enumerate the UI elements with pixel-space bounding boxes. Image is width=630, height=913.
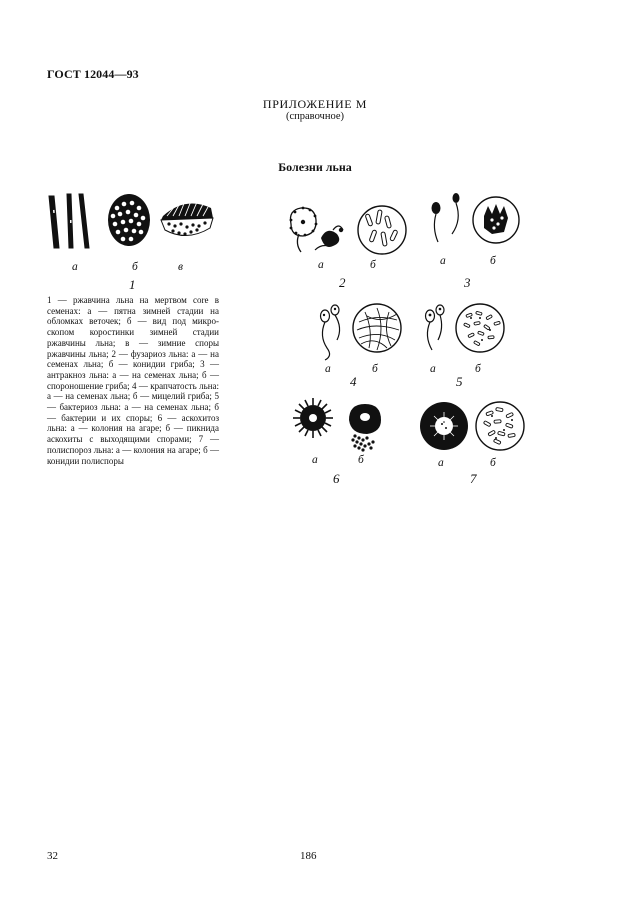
section-title: Болезни льна: [278, 160, 352, 174]
fig2-label-a: а: [318, 259, 324, 271]
fig3-label-a: а: [440, 255, 446, 267]
fig2-number: 2: [339, 275, 346, 290]
fig4-label-b: б: [372, 363, 378, 375]
page-number-center: 186: [300, 850, 317, 862]
fig7-label-a: а: [438, 457, 444, 469]
fig6-number: 6: [333, 471, 340, 486]
fig6-label-a: а: [312, 454, 318, 466]
fig1-label-b: б: [132, 261, 138, 273]
fig2-label-b: б: [370, 259, 376, 271]
figure-7-illustration: [420, 394, 530, 456]
figure-3-illustration: [422, 188, 522, 250]
appendix-subtitle: (справочное): [286, 111, 344, 122]
fig5-label-a: а: [430, 363, 436, 375]
fig7-label-b: б: [490, 457, 496, 469]
figure-1-illustration: [45, 190, 220, 250]
legend-paragraph: 1 — ржавчина льна на мертвом сore в семенах: а — пятна зимней стадии на обломках веточек; б — вид под микроскопом коростинки зимней стадии ржавчины льна; в — зимние споры ржавчины льна; 2 — фузариоз льна: а — на семенах льна; б — конидии гриба; 3 — антракноз льна: а — на семенах льна; б — спороношение гриба; 4 — крапчатость льна: а — на семенах льна; б — мицелий гриба; 5 — бактериоз льна: а — на семенах льна; б — бактерии и их споры; 6 — аскохитоз льна: а — колония на агаре; б — пикнида аскохиты с выходящими спорами; 7 — полиспороз льна: а — колония на агаре; б — конидии полиспоры: [47, 295, 219, 466]
fig1-number: 1: [129, 277, 136, 292]
document-header: ГОСТ 12044—93: [47, 67, 139, 81]
page-number-left: 32: [47, 850, 58, 862]
figure-6-illustration: [285, 396, 420, 454]
fig1-label-a: а: [72, 261, 78, 273]
figure-legend: [47, 295, 219, 466]
fig6-label-b: б: [358, 454, 364, 466]
figure-2-illustration: [285, 200, 410, 260]
fig1-label-v: в: [178, 261, 183, 273]
fig3-label-b: б: [490, 255, 496, 267]
fig5-number: 5: [456, 374, 463, 389]
figure-4-illustration: [315, 300, 415, 362]
fig5-label-b: б: [475, 363, 481, 375]
fig3-number: 3: [464, 275, 471, 290]
fig4-label-a: а: [325, 363, 331, 375]
fig7-number: 7: [470, 471, 477, 486]
appendix-title: ПРИЛОЖЕНИЕ М: [262, 97, 368, 111]
figure-5-illustration: [418, 298, 518, 360]
fig4-number: 4: [350, 374, 357, 389]
